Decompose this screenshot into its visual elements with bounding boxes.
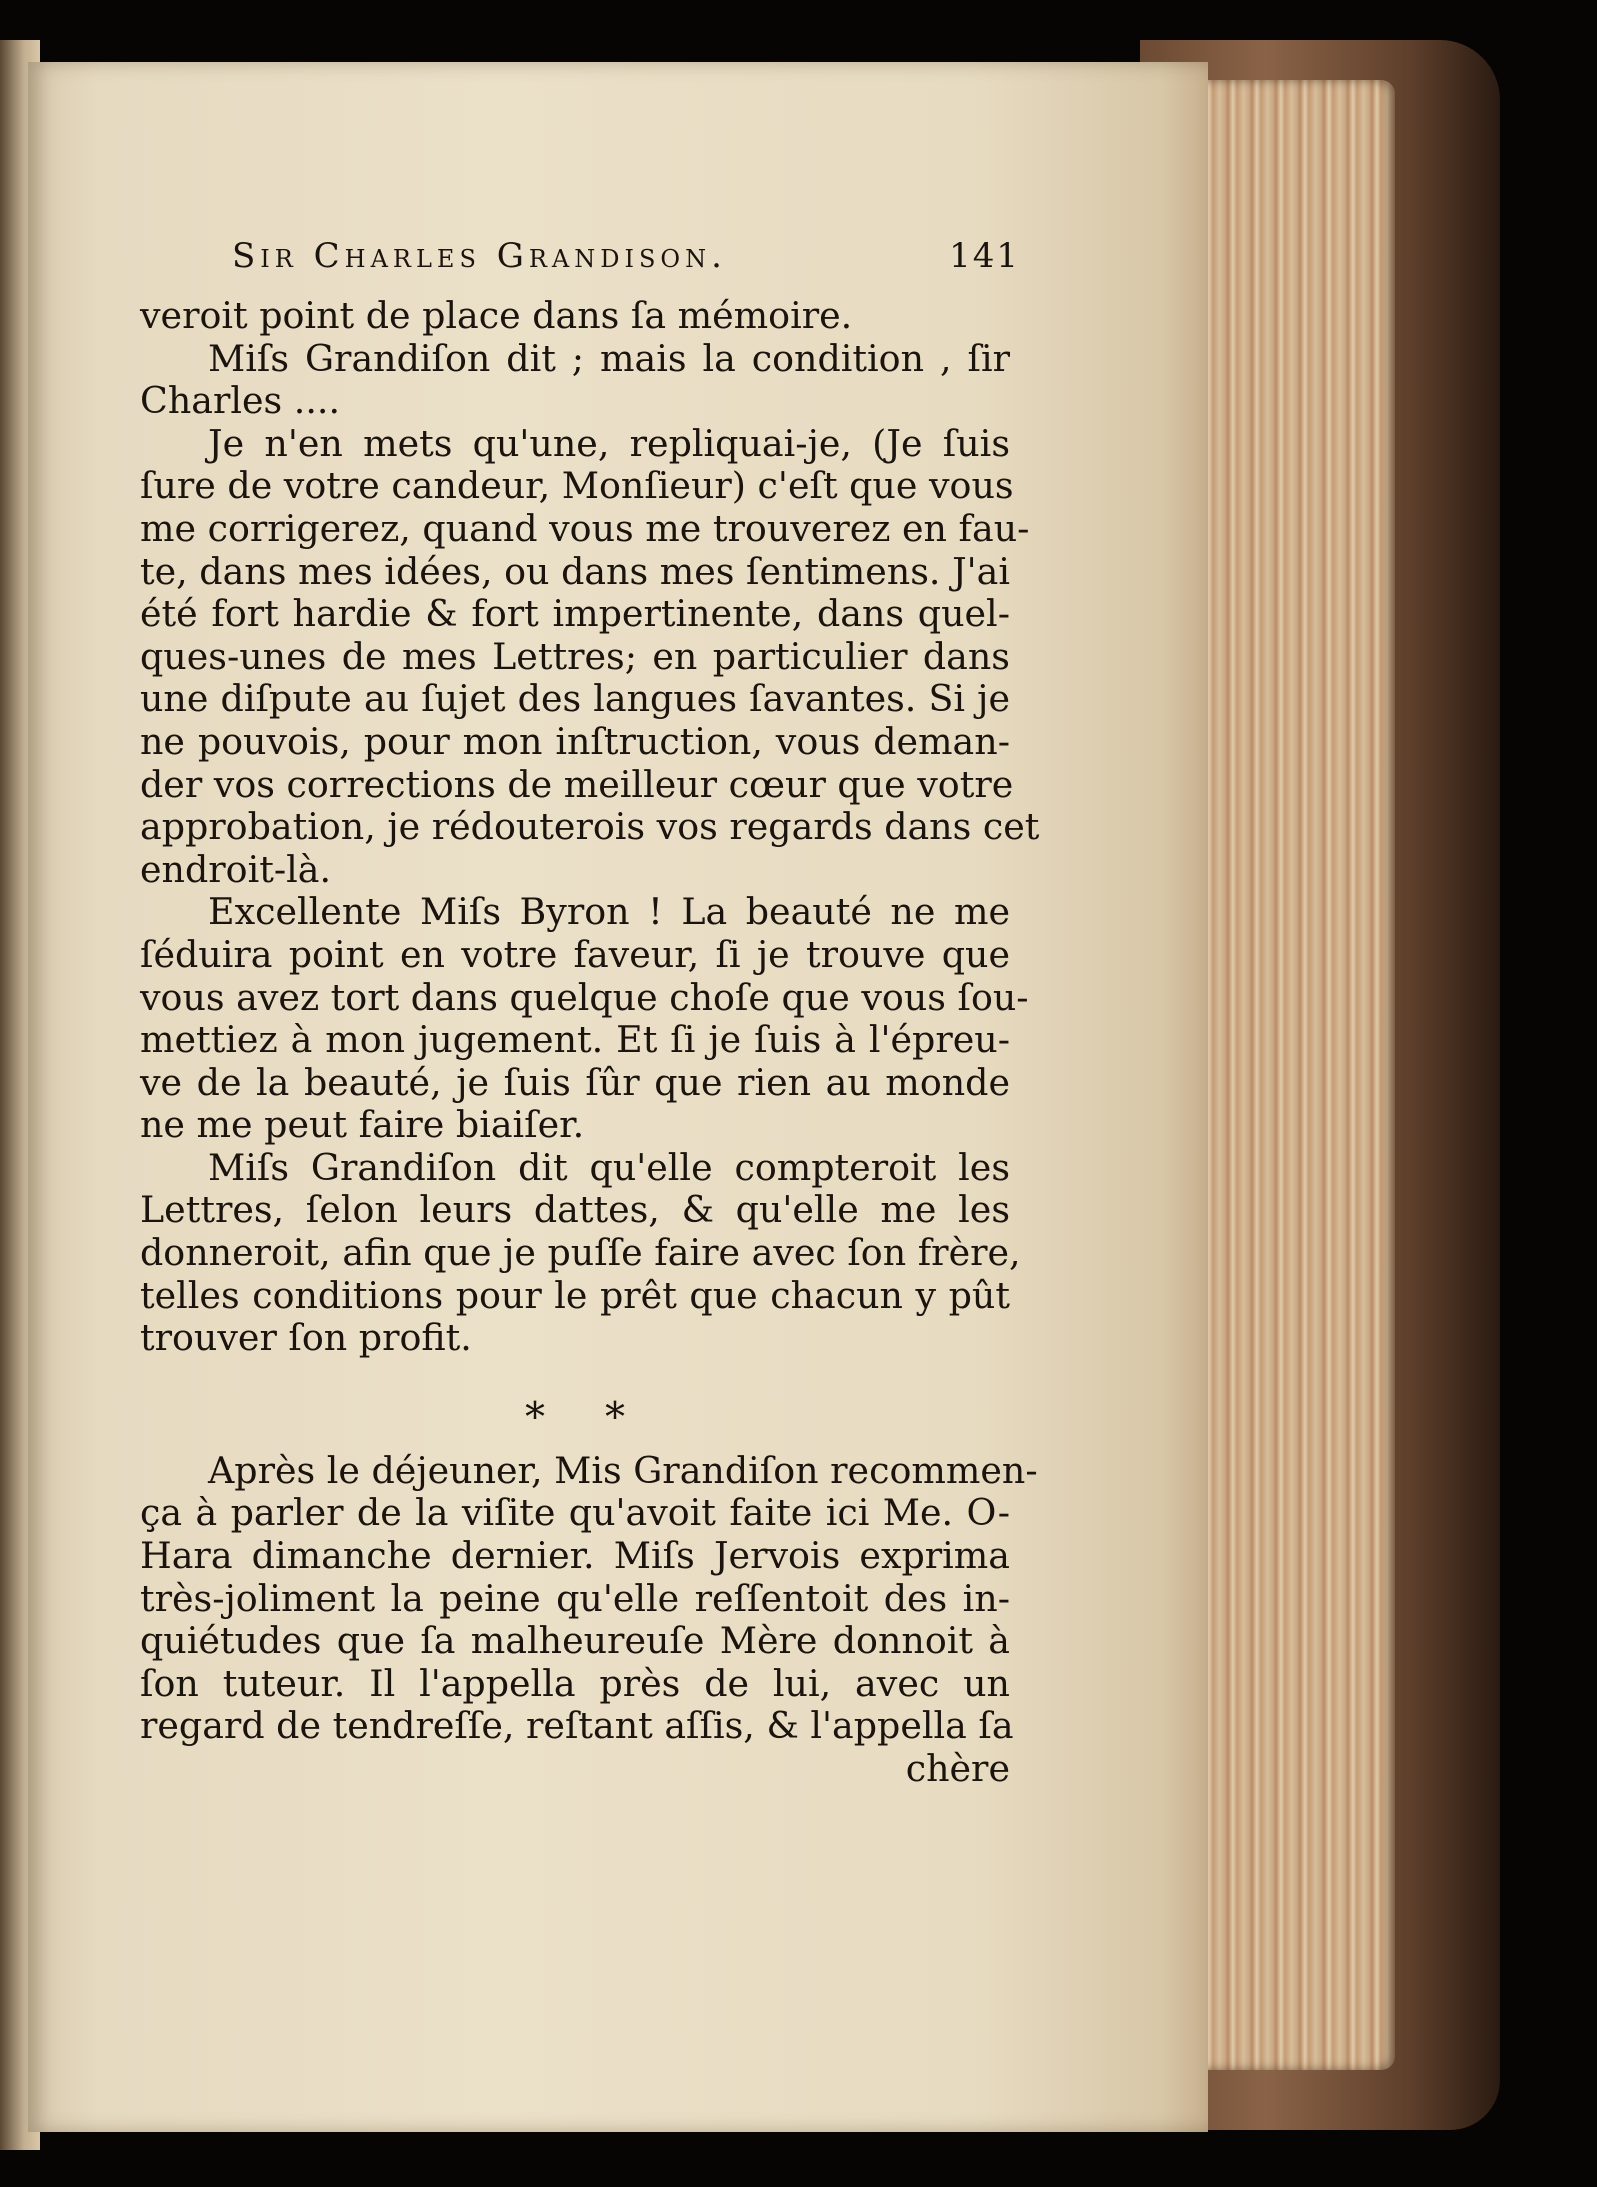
asterism-star: ⁎ xyxy=(605,1381,625,1428)
text-line: très-joliment la peine qu'elle reſſentoit des in- xyxy=(140,1576,1010,1620)
running-head xyxy=(232,236,1020,276)
text-line: une diſpute au ſujet des langues ſavantes. Si je xyxy=(140,677,1010,721)
text-line: regard de tendreſſe, reſtant aſſis, & l'appella ſa xyxy=(140,1704,1014,1748)
text-line: der vos corrections de meilleur cœur que votre xyxy=(140,762,1014,806)
text-line: vous avez tort dans quelque choſe que vous ſou- xyxy=(140,975,1029,1019)
text-line: ça à parler de la viſite qu'avoit faite ici Me. O- xyxy=(140,1491,1010,1535)
text-line: Charles .... xyxy=(140,379,341,423)
text-line: me corrigerez, quand vous me trouverez en fau- xyxy=(140,506,1030,550)
text-line: ſon tuteur. Il l'appella près de lui, avec un xyxy=(140,1661,1010,1705)
text-line: ve de la beauté, je ſuis ſûr que rien au monde xyxy=(140,1060,1010,1104)
running-title: Sir Charles Grandison. xyxy=(232,236,727,276)
text-line: approbation, je rédouterois vos regards dans cet xyxy=(140,805,1040,849)
section-separator xyxy=(140,1360,1010,1450)
text-line: été fort hardie & fort impertinente, dans quel- xyxy=(140,592,1010,636)
text-line: Je n'en mets qu'une, repliquai-je, (Je ſuis xyxy=(208,421,1010,465)
text-line: telles conditions pour le prêt que chacun y pût xyxy=(140,1273,1010,1317)
text-line: Lettres, ſelon leurs dattes, & qu'elle me les xyxy=(140,1188,1010,1232)
page-number: 141 xyxy=(949,236,1020,276)
text-line: trouver ſon profit. xyxy=(140,1316,472,1360)
text-line: veroit point de place dans ſa mémoire. xyxy=(140,294,853,337)
text-line: ſure de votre candeur, Monſieur) c'eſt que vous xyxy=(140,464,1014,508)
text-line: Miſs Grandiſon dit ; mais la condition , ſir xyxy=(208,336,1010,380)
text-line: Après le déjeuner, Mis Grandiſon recommen- xyxy=(208,1448,1038,1492)
text-line: ne pouvois, pour mon inſtruction, vous deman- xyxy=(140,719,1010,763)
text-line: Hara dimanche dernier. Miſs Jervois exprima xyxy=(140,1534,1010,1578)
asterism-star: ⁎ xyxy=(525,1381,545,1428)
text-line: Excellente Miſs Byron ! La beauté ne me xyxy=(208,890,1010,934)
text-line: endroit-là. xyxy=(140,847,332,891)
text-line: ques-unes de mes Lettres; en particulier dans xyxy=(140,634,1010,678)
text-line: donneroit, afin que je puſſe faire avec ſon frère, xyxy=(140,1231,1021,1275)
page-text xyxy=(140,294,1040,1791)
text-line: quiétudes que ſa malheureuſe Mère donnoit à xyxy=(140,1619,1010,1663)
catchword: chère xyxy=(905,1747,1010,1790)
text-line: ſéduira point en votre faveur, ſi je trouve que xyxy=(140,932,1010,976)
text-line: ne me peut faire biaiſer. xyxy=(140,1103,585,1147)
page-block-edges xyxy=(1195,80,1395,2070)
text-line: mettiez à mon jugement. Et ſi je ſuis à l'épreu- xyxy=(140,1018,1010,1062)
text-line: Miſs Grandiſon dit qu'elle compteroit les xyxy=(208,1145,1010,1189)
text-line: te, dans mes idées, ou dans mes ſentimens. J'ai xyxy=(140,549,1010,593)
